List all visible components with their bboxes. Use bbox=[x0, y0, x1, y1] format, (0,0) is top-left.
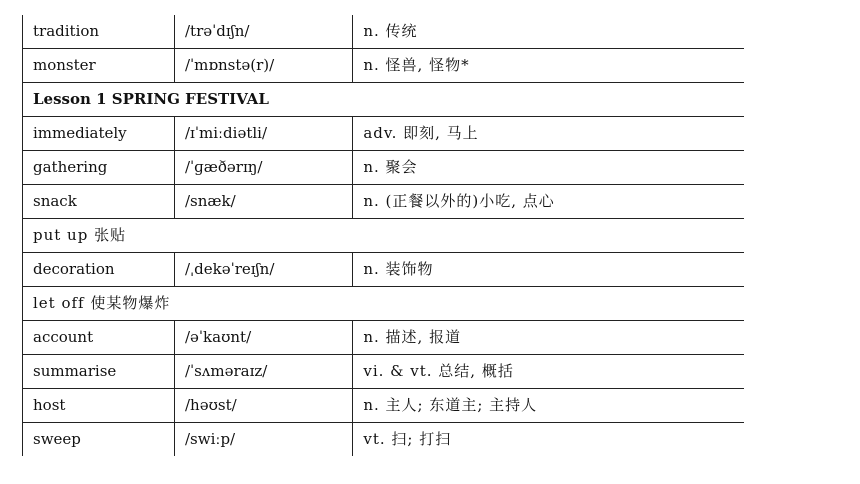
definition-cell: n. 装饰物 bbox=[353, 253, 744, 287]
definition-cell: n. 怪兽, 怪物* bbox=[353, 49, 744, 83]
word-cell: decoration bbox=[23, 253, 175, 287]
table-row bbox=[23, 15, 745, 49]
phonetic-cell: /snæk/ bbox=[175, 185, 353, 219]
phrase-cell: let off 使某物爆炸 bbox=[23, 287, 745, 321]
phonetic-cell: /ˈmɒnstə(r)/ bbox=[175, 49, 353, 83]
phonetic-cell: /ˈsʌməraɪz/ bbox=[175, 355, 353, 389]
lesson-heading-row bbox=[23, 83, 745, 117]
table-row bbox=[23, 117, 745, 151]
table-row bbox=[23, 389, 745, 423]
table-row bbox=[23, 151, 745, 185]
definition-cell: vt. 扫; 打扫 bbox=[353, 423, 744, 457]
word-cell: account bbox=[23, 321, 175, 355]
word-cell: summarise bbox=[23, 355, 175, 389]
phrase-row bbox=[23, 287, 745, 321]
phonetic-cell: /ˌdekəˈreɪʃn/ bbox=[175, 253, 353, 287]
phonetic-cell: /swiːp/ bbox=[175, 423, 353, 457]
table-row bbox=[23, 253, 745, 287]
table-row bbox=[23, 49, 745, 83]
phrase-cell: put up 张贴 bbox=[23, 219, 745, 253]
definition-cell: n. 描述, 报道 bbox=[353, 321, 744, 355]
word-cell: gathering bbox=[23, 151, 175, 185]
phonetic-cell: /həʊst/ bbox=[175, 389, 353, 423]
phonetic-cell: /əˈkaʊnt/ bbox=[175, 321, 353, 355]
phrase-row bbox=[23, 219, 745, 253]
phonetic-cell: /ˈɡæðərɪŋ/ bbox=[175, 151, 353, 185]
definition-cell: n. (正餐以外的)小吃, 点心 bbox=[353, 185, 744, 219]
word-cell: sweep bbox=[23, 423, 175, 457]
phonetic-cell: /ɪˈmiːdiətli/ bbox=[175, 117, 353, 151]
word-cell: host bbox=[23, 389, 175, 423]
word-cell: tradition bbox=[23, 15, 175, 49]
table-row bbox=[23, 185, 745, 219]
table-row bbox=[23, 423, 745, 457]
definition-cell: n. 主人; 东道主; 主持人 bbox=[353, 389, 744, 423]
lesson-heading: Lesson 1 SPRING FESTIVAL bbox=[23, 83, 745, 117]
definition-cell: n. 聚会 bbox=[353, 151, 744, 185]
definition-cell: adv. 即刻, 马上 bbox=[353, 117, 744, 151]
word-cell: monster bbox=[23, 49, 175, 83]
table-row bbox=[23, 321, 745, 355]
vocabulary-table bbox=[22, 15, 744, 456]
word-cell: immediately bbox=[23, 117, 175, 151]
word-cell: snack bbox=[23, 185, 175, 219]
definition-cell: n. 传统 bbox=[353, 15, 744, 49]
phonetic-cell: /trəˈdɪʃn/ bbox=[175, 15, 353, 49]
table-row bbox=[23, 355, 745, 389]
definition-cell: vi. & vt. 总结, 概括 bbox=[353, 355, 744, 389]
